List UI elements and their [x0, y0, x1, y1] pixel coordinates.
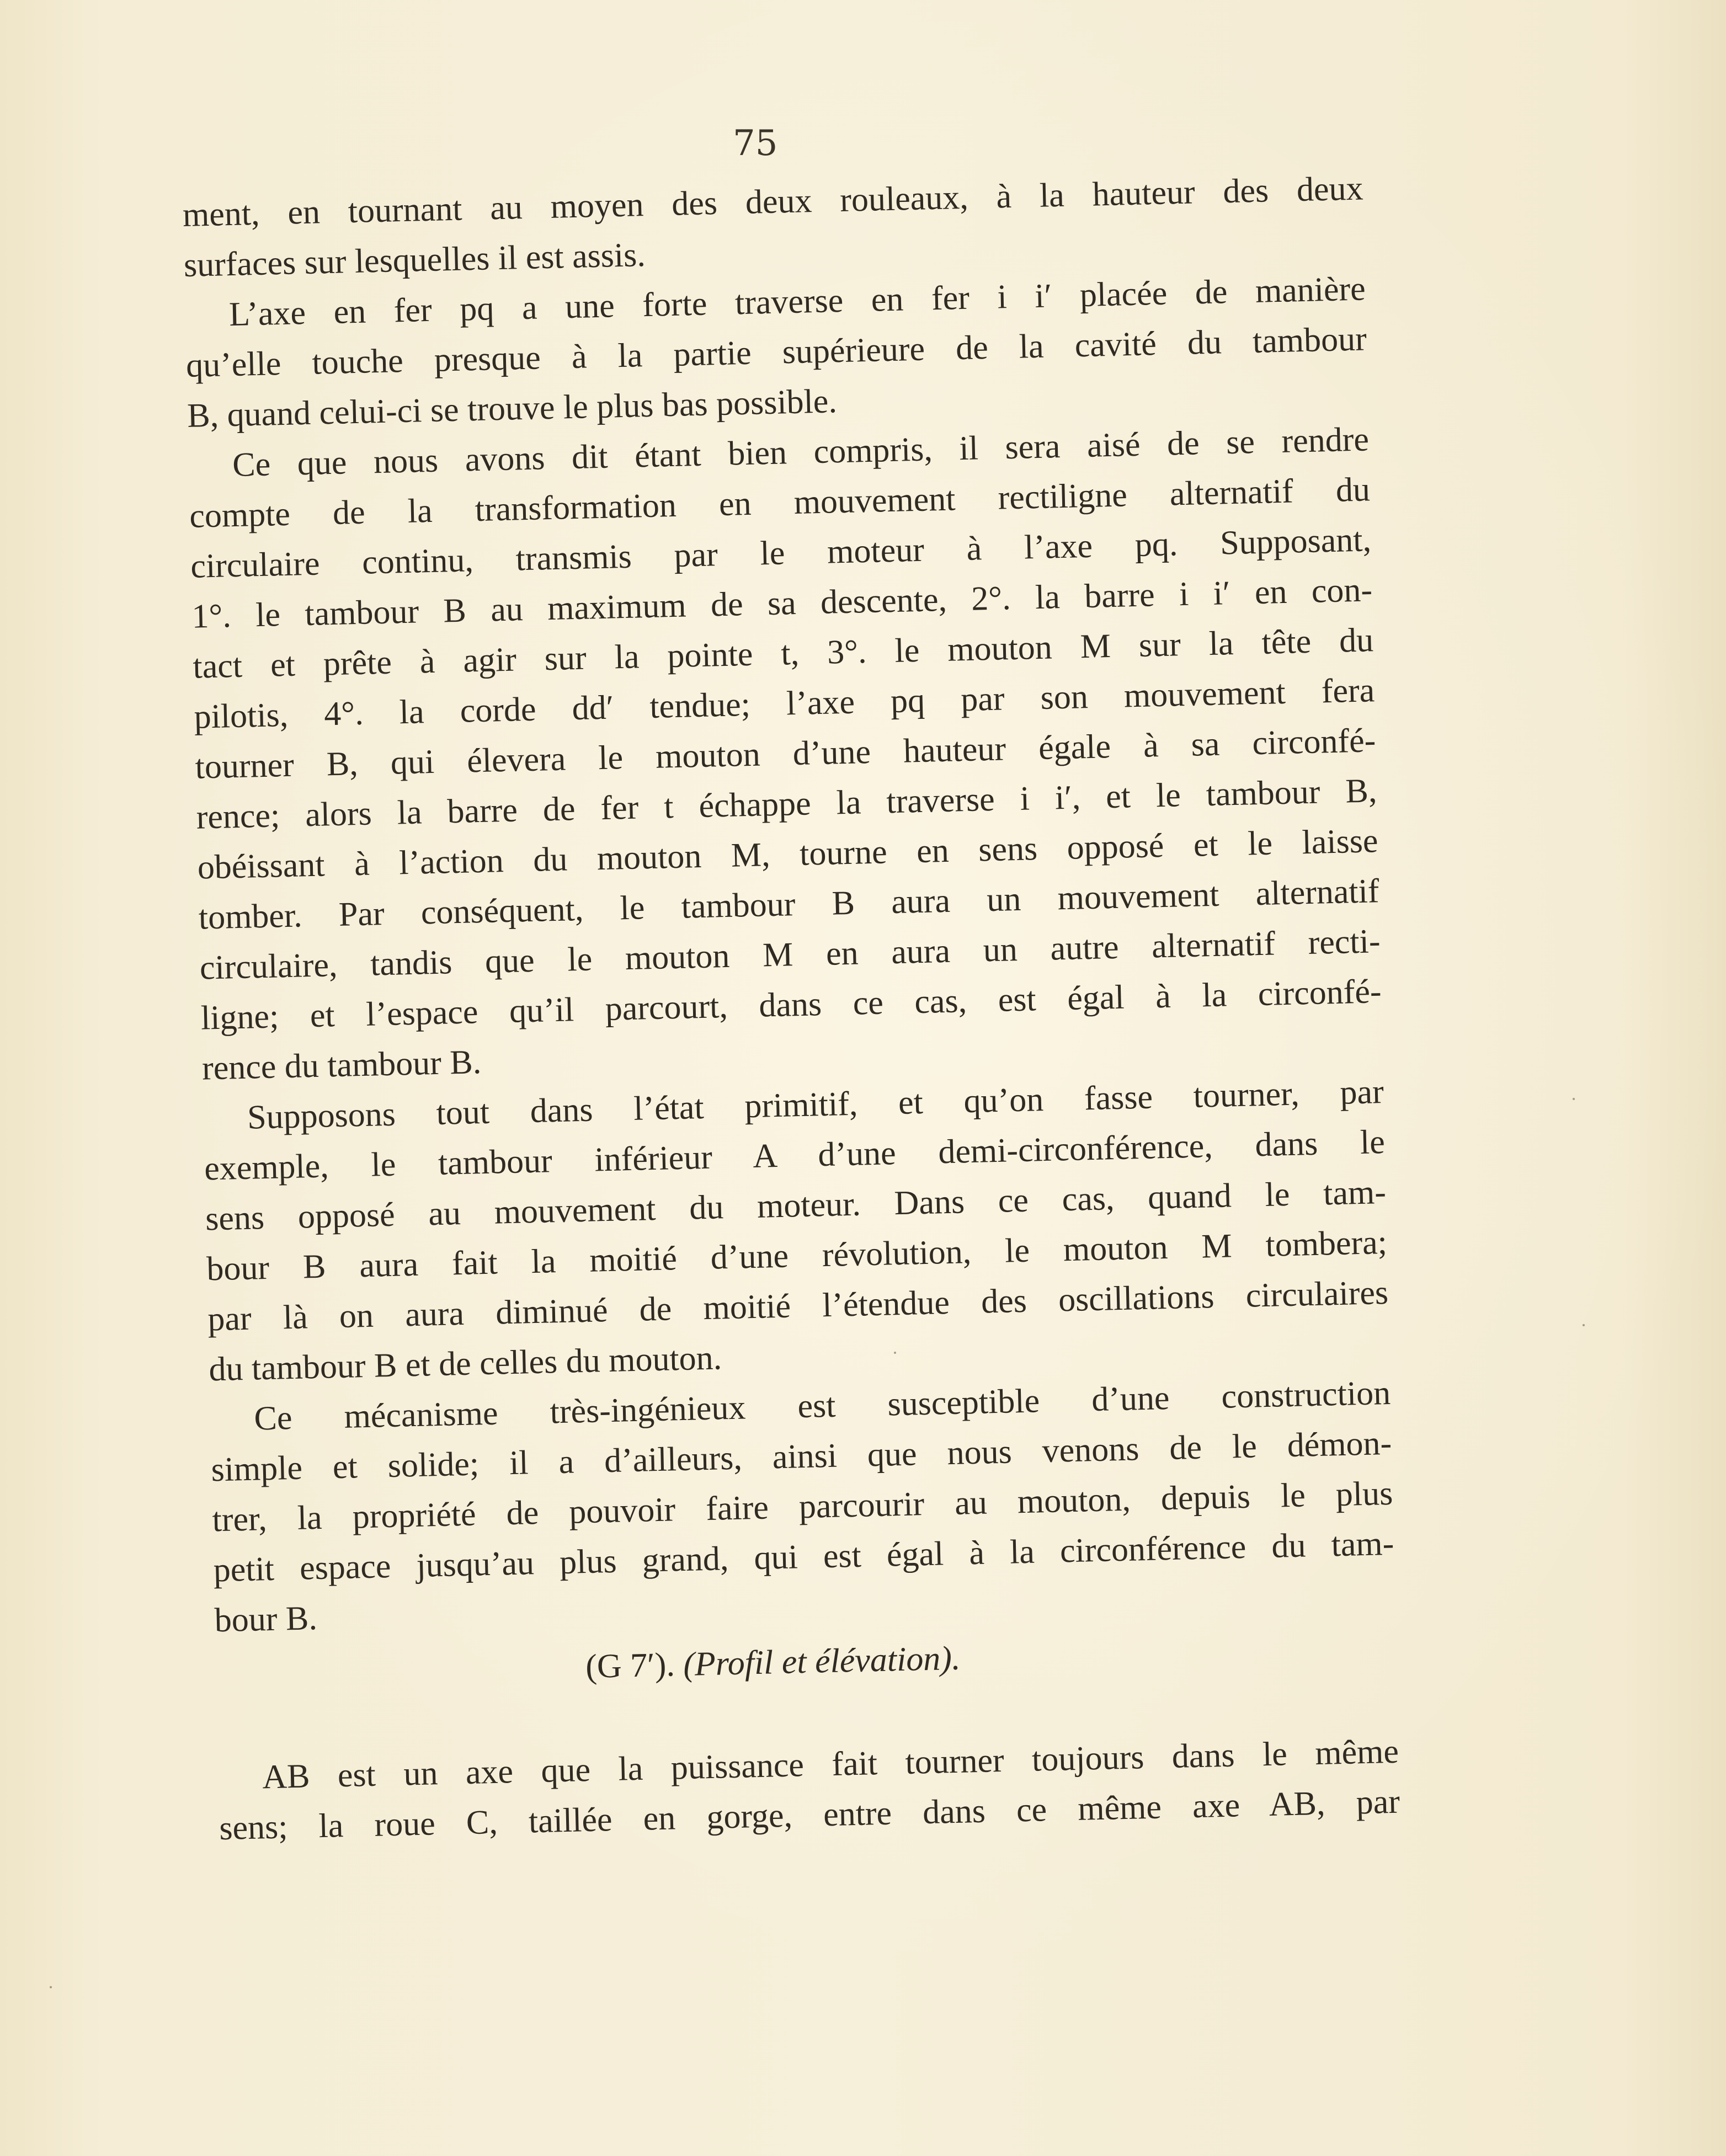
text-line: bour B. [214, 1599, 318, 1640]
text-line: compte de la transformation en mouvement rectiligne alternatif du [189, 471, 1371, 535]
text-line: tomber. Par conséquent, le tambour B aura un mouvement alternatif [198, 872, 1380, 937]
text-line: surfaces sur lesquelles il est assis. [183, 236, 646, 284]
text-line: circulaire continu, transmis par le moteur à l’axe pq. Supposant, [190, 521, 1372, 585]
paper-speck [1583, 1324, 1585, 1326]
text-line: tourner B, qui élevera le mouton d’une hauteur égale à sa circonfé- [194, 722, 1376, 786]
page-number: 75 [733, 123, 778, 164]
text-line: qu’elle touche presque à la partie supérieure de la cavité du tambour [185, 320, 1367, 385]
text-line: B, quand celui-ci se trouve le plus bas possible. [187, 382, 838, 435]
text-line: ment, en tournant au moyen des deux rouleaux, à la hauteur des deux [182, 169, 1364, 234]
text-line: L’axe en fer pq a une forte traverse en fer i i′ placée de manière [228, 270, 1366, 334]
text-line: exemple, le tambour inférieur A d’une demi-circonférence, dans le [204, 1123, 1386, 1188]
text-line: trer, la propriété de pouvoir faire parcourir au mouton, depuis le plus [211, 1474, 1393, 1539]
text-line: sens; la roue C, taillée en gorge, entre dans ce même axe AB, par [219, 1783, 1400, 1848]
text-line: 1°. le tambour B au maximum de sa descente, 2°. la barre i i′ en con- [191, 571, 1373, 636]
text-line: ligne; et l’espace qu’il parcourt, dans ce cas, est égal à la circonfé- [200, 973, 1382, 1037]
body-text [182, 163, 1400, 1854]
text-line: bour B aura fait la moitié d’une révolution, le mouton M tombera; [206, 1223, 1388, 1288]
heading-subtitle: (Profil et élévation). [683, 1639, 961, 1684]
text-line: Ce mécanisme très-ingénieux est susceptible d’une construction [253, 1374, 1391, 1438]
text-line: par là on aura diminué de moitié l’étendue des oscillations circulaires [207, 1273, 1389, 1338]
text-line: petit espace jusqu’au plus grand, qui est égal à la circonférence du tam- [212, 1524, 1394, 1589]
text-line: du tambour B et de celles du mouton. [208, 1339, 722, 1389]
text-line: simple et solide; il a d’ailleurs, ainsi que nous venons de le démon- [210, 1424, 1392, 1489]
text-line: rence; alors la barre de fer t échappe la traverse i i′, et le tambour B, [196, 772, 1378, 836]
text-line: AB est un axe que la puissance fait tourner toujours dans le même [262, 1732, 1399, 1796]
text-line: pilotis, 4°. la corde dd′ tendue; l’axe pq par son mouvement fera [193, 671, 1375, 736]
text-line: rence du tambour B. [201, 1043, 482, 1087]
text-line: Ce que nous avons dit étant bien compris, il sera aisé de se rendre [232, 420, 1370, 484]
paper-speck [894, 1352, 896, 1354]
paper-speck [50, 1986, 52, 1988]
text-line: Supposons tout dans l’état primitif, et qu’on fasse tourner, par [247, 1073, 1384, 1136]
heading-label: (G 7′). [585, 1646, 675, 1686]
text-line: obéissant à l’action du mouton M, tourne en sens opposé et le laisse [197, 822, 1379, 887]
text-line: tact et prête à agir sur la pointe t, 3°. le mouton M sur la tête du [192, 621, 1374, 686]
text-line: sens opposé au mouvement du moteur. Dans ce cas, quand le tam- [205, 1173, 1387, 1238]
paper-speck [1573, 1098, 1575, 1100]
text-line: circulaire, tandis que le mouton M en aura un autre alternatif recti- [199, 922, 1381, 987]
